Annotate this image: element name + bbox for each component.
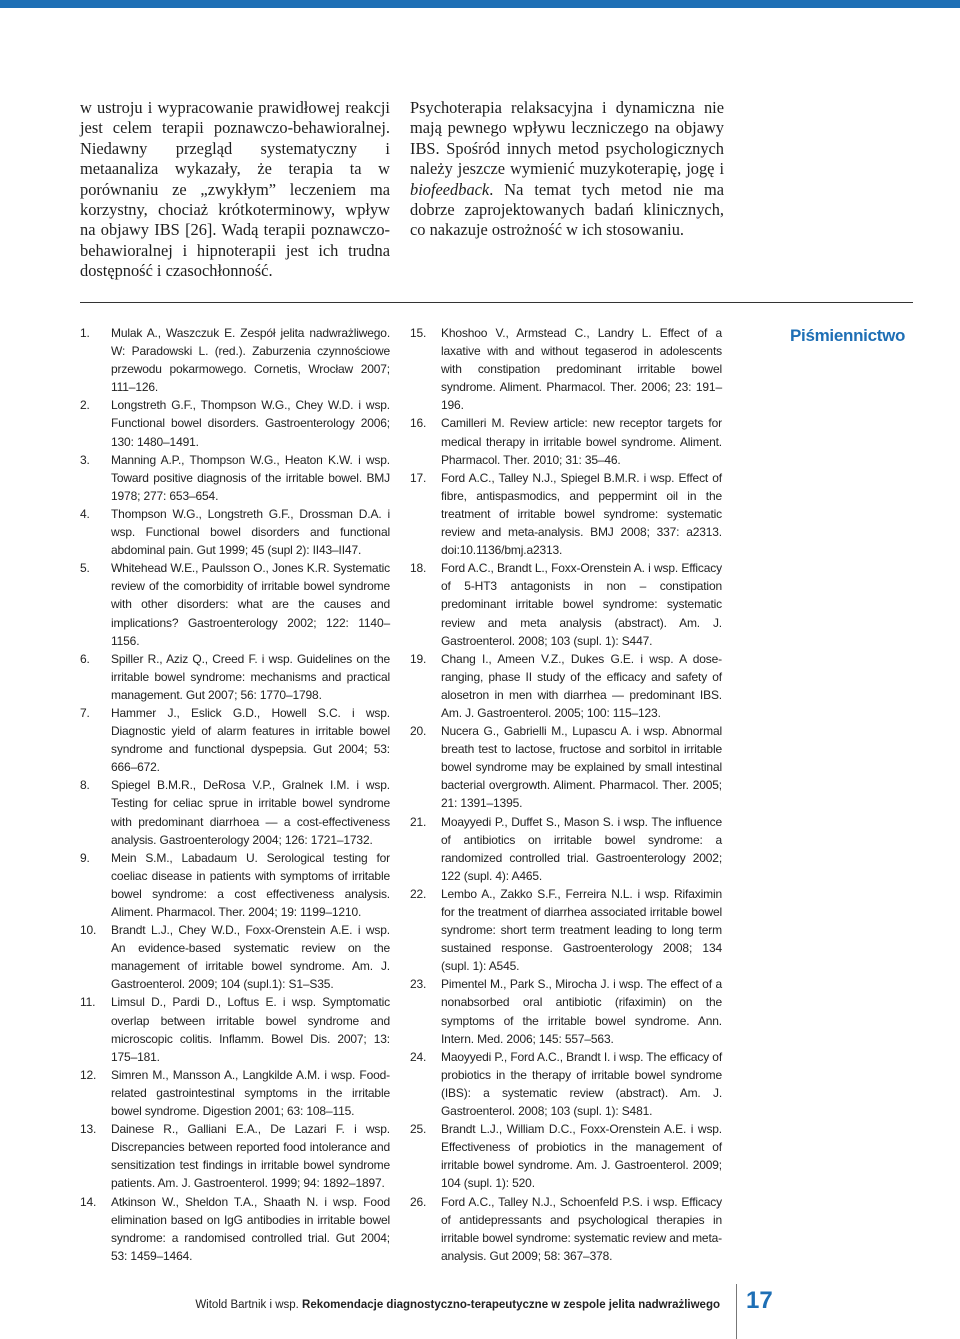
reference-text: Simren M., Mansson A., Langkilde A.M. i wsp. Food-related gastrointestinal symptoms in the irritable bowel syndrome. Digestion 2001; 63: 108–115. bbox=[111, 1067, 390, 1119]
reference-text: Ford A.C., Talley N.J., Spiegel B.M.R. i wsp. Effect of fibre, antispasmodics, and peppermint oil in the treatment of irritable bowel syndrome: systematic review and meta-analysis. BMJ 2008; 337: a2313. doi:10.1136/bmj.a2313. bbox=[441, 470, 722, 558]
reference-item bbox=[80, 1066, 390, 1120]
reference-item bbox=[80, 451, 390, 505]
reference-text: Spiller R., Aziz Q., Creed F. i wsp. Guidelines on the irritable bowel syndrome: mechanisms and practical management. Gut 2007; 56: 1770–1798. bbox=[111, 651, 390, 702]
reference-number: 7. bbox=[80, 705, 90, 720]
reference-text: Ford A.C., Brandt L., Foxx-Orenstein A. i wsp. Efficacy of 5-HT3 antagonists in non – constipation predominant irritable bowel syndrome: systematic review and meta analysis (abstract). Am. J. Gastroenterol. 2008; 103 (supl. 1): S447. bbox=[441, 561, 722, 648]
reference-item bbox=[80, 993, 390, 1065]
reference-number: 21. bbox=[410, 814, 427, 829]
reference-item bbox=[80, 776, 390, 848]
reference-text: Nucera G., Gabrielli M., Lupascu A. i wsp. Abnormal breath test to lactose, fructose and sorbitol in irritable bowel syndrome may be explained by small intestinal bacterial overgrowth. Aliment. Pharmacol. Ther. 2005; 21: 1391–1395. bbox=[441, 724, 722, 811]
body-paragraph-right-part2: . Na temat tych metod nie ma dobrze zaprojektowanych badań klinicznych, co nakazuje ostrożność w ich stosowaniu. bbox=[410, 179, 724, 240]
reference-number: 18. bbox=[410, 561, 427, 576]
page-number: 17 bbox=[746, 1287, 773, 1314]
references-list-right bbox=[410, 324, 722, 1265]
body-paragraph-right-italic: biofeedback bbox=[410, 179, 490, 199]
reference-number: 8. bbox=[80, 778, 90, 793]
reference-text: Brandt L.J., Chey W.D., Foxx-Orenstein A.E. i wsp. An evidence-based systematic review on the management of irritable bowel syndrome. Am. J. Gastroenterol. 2009; 104 (supl.1): S1–S35. bbox=[111, 923, 390, 992]
reference-item bbox=[80, 324, 390, 396]
reference-text: Whitehead W.E., Paulsson O., Jones K.R. Systematic review of the comorbidity of irritable bowel syndrome with other disorders: what are the causes and implications? Gastroenterology 2002; 122: 1140–1156. bbox=[111, 561, 390, 648]
reference-text: Atkinson W., Sheldon T.A., Shaath N. i wsp. Food elimination based on IgG antibodies in irritable bowel syndrome: a randomised controlled trial. Gut 2004; 53: 1459–1464. bbox=[111, 1194, 390, 1263]
reference-number: 16. bbox=[410, 416, 427, 431]
reference-text: Ford A.C., Talley N.J., Schoenfeld P.S. i wsp. Efficacy of antidepressants and psychological therapies in irritable bowel syndrome: systematic review and meta-analysis. Gut 2009; 58: 367–378. bbox=[441, 1194, 722, 1263]
reference-text: Maoyyedi P., Ford A.C., Brandt I. i wsp. The efficacy of probiotics in the therapy of irritable bowel syndrome (IBS): a systematic review (abstract). Am. J. Gastroenterol. 2008; 103 (supl. 1): S481. bbox=[441, 1049, 722, 1119]
reference-item bbox=[410, 559, 722, 649]
reference-number: 24. bbox=[410, 1049, 427, 1064]
references-list-left bbox=[80, 324, 390, 1265]
reference-number: 6. bbox=[80, 651, 90, 666]
reference-text: Chang I., Ameen V.Z., Dukes G.E. i wsp. A dose-ranging, phase II study of the efficacy and safety of alosetron in men with diarrhea — predominant IBS. Am. J. Gastroenterol. 2005; 100: 115–123. bbox=[441, 651, 722, 720]
reference-number: 1. bbox=[80, 326, 90, 340]
reference-item bbox=[80, 559, 390, 649]
reference-number: 25. bbox=[410, 1122, 427, 1137]
reference-item bbox=[80, 650, 390, 704]
reference-item bbox=[410, 813, 722, 885]
reference-item bbox=[80, 1120, 390, 1192]
reference-number: 2. bbox=[80, 398, 90, 413]
body-paragraph-right-part1: Psychoterapia relaksacyjna i dynamiczna nie mają pewnego wpływu leczniczego na objawy IBS. Spośród innych metod psychologicznych należy jeszcze wymienić muzykoterapię, jogę i bbox=[410, 98, 724, 179]
reference-text: Lembo A., Zakko S.F., Ferreira N.L. i wsp. Rifaximin for the treatment of diarrhea associated irritable bowel syndrome: short term treatment leading to long term sustained response. Gastroenterology 2008; 134 (supl. 1): A545. bbox=[441, 886, 722, 974]
top-accent-bar bbox=[0, 0, 960, 8]
reference-number: 12. bbox=[80, 1067, 97, 1082]
reference-text: Spiegel B.M.R., DeRosa V.P., Gralnek I.M. i wsp. Testing for celiac sprue in irritable bowel syndrome with predominant diarrhoea — a cost-effectiveness analysis. Gastroenterology 2004; 126: 1721–1732. bbox=[111, 778, 390, 847]
reference-text: Hammer J., Eslick G.D., Howell S.C. i wsp. Diagnostic yield of alarm features in irritable bowel syndrome and functional dyspepsia. Gut 2004; 53: 666–672. bbox=[111, 705, 390, 775]
reference-number: 17. bbox=[410, 470, 427, 485]
reference-item bbox=[80, 704, 390, 776]
reference-item bbox=[410, 1193, 722, 1265]
reference-number: 15. bbox=[410, 326, 427, 340]
reference-item bbox=[80, 505, 390, 559]
reference-number: 22. bbox=[410, 886, 427, 901]
reference-item bbox=[410, 975, 722, 1047]
reference-text: Camilleri M. Review article: new receptor targets for medical therapy in irritable bowel syndrome. Aliment. Pharmacol. Ther. 2010; 31: 35–46. bbox=[441, 416, 722, 467]
reference-number: 4. bbox=[80, 506, 90, 521]
reference-number: 23. bbox=[410, 977, 427, 992]
reference-item bbox=[410, 469, 722, 559]
reference-item bbox=[410, 414, 722, 468]
reference-text: Dainese R., Galliani E.A., De Lazari F. i wsp. Discrepancies between reported food intolerance and sensitization test findings in irritable bowel syndrome patients. Am. J. Gastroenterol. 1999; 94: 1892–1897. bbox=[111, 1122, 390, 1191]
reference-item bbox=[80, 921, 390, 993]
reference-item bbox=[410, 324, 722, 414]
reference-item bbox=[410, 885, 722, 975]
reference-number: 26. bbox=[410, 1194, 427, 1209]
reference-number: 14. bbox=[80, 1194, 97, 1209]
reference-item bbox=[410, 722, 722, 812]
reference-number: 5. bbox=[80, 561, 90, 576]
footer-authors: Witold Bartnik i wsp. bbox=[195, 1299, 303, 1311]
reference-text: Manning A.P., Thompson W.G., Heaton K.W. i wsp. Toward positive diagnosis of the irritable bowel. BMJ 1978; 277: 653–654. bbox=[111, 452, 390, 503]
reference-text: Brandt L.J., William D.C., Foxx-Orenstein A.E. i wsp. Effectiveness of probiotics in the management of irritable bowel syndrome. Am. J. Gastroenterol. 2009; 104 (supl. 1): 520. bbox=[441, 1122, 722, 1191]
reference-text: Khoshoo V., Armstead C., Landry L. Effect of a laxative with and without tegaserod in adolescents with constipation predominant irritable bowel syndrome. Aliment. Pharmacol. Ther. 2006; 23: 191–196. bbox=[441, 326, 722, 413]
reference-number: 11. bbox=[80, 995, 96, 1010]
body-text-left-column bbox=[80, 98, 390, 282]
reference-item bbox=[410, 1120, 722, 1192]
reference-text: Mein S.M., Labadaum U. Serological testing for coeliac disease in patients with symptoms of irritable bowel syndrome: a cost effectiveness analysis. Aliment. Pharmacol. Ther. 2004; 19: 1199–1210. bbox=[111, 850, 390, 919]
reference-number: 3. bbox=[80, 452, 90, 467]
reference-text: Pimentel M., Park S., Mirocha J. i wsp. The effect of a nonabsorbed oral antibiotic (rifaximin) on the symptoms of the irritable bowel syndrome. Ann. Intern. Med. 2006; 145: 557–563. bbox=[441, 977, 722, 1046]
reference-item bbox=[80, 849, 390, 921]
reference-item bbox=[410, 650, 722, 722]
reference-item bbox=[80, 396, 390, 450]
body-text-right-column bbox=[410, 98, 724, 241]
section-divider bbox=[80, 302, 913, 303]
reference-number: 19. bbox=[410, 651, 427, 666]
reference-number: 20. bbox=[410, 724, 427, 739]
reference-item bbox=[410, 1048, 722, 1120]
footer-title: Rekomendacje diagnostyczno-terapeutyczne w zespole jelita nadwrażliwego bbox=[302, 1299, 720, 1311]
reference-text: Mulak A., Waszczuk E. Zespół jelita nadwrażliwego. W: Paradowski L. (red.). Zaburzenia czynnościowe przewodu pokarmowego. Cornetis, Wrocław 2007; 111–126. bbox=[111, 326, 390, 395]
reference-text: Thompson W.G., Longstreth G.F., Drossman D.A. i wsp. Functional bowel disorders and functional abdominal pain. Gut 1999; 45 (supl 2): II43–II47. bbox=[111, 506, 390, 558]
page-footer bbox=[0, 1299, 720, 1311]
reference-number: 13. bbox=[80, 1122, 97, 1137]
footer-separator bbox=[736, 1284, 737, 1339]
reference-text: Moayyedi P., Duffet S., Mason S. i wsp. The influence of antibiotics on irritable bowel syndrome: a randomized controlled trial. Gastroenterology 2002; 122 (supl. 4): A465. bbox=[441, 814, 722, 883]
reference-item bbox=[80, 1193, 390, 1265]
reference-number: 9. bbox=[80, 850, 90, 865]
reference-text: Longstreth G.F., Thompson W.G., Chey W.D. i wsp. Functional bowel disorders. Gastroenterology 2006; 130: 1480–1491. bbox=[111, 398, 390, 449]
reference-number: 10. bbox=[80, 923, 97, 938]
section-title: Piśmiennictwo bbox=[790, 326, 906, 345]
body-paragraph-left: w ustroju i wypracowanie prawidłowej reakcji jest celem terapii poznawczo-behawioralnej. Niedawny przegląd systematyczny i metaanaliza wykazały, że terapia ta w porównaniu ze „zwykłym” leczeniem ma korzystny, chociaż krótkoterminowy, wpływ na objawy IBS [26]. Wadą terapii poznawczo-behawioralnej i hipnoterapii jest ich trudna dostępność i czasochłonność. bbox=[80, 98, 390, 281]
reference-text: Limsul D., Pardi D., Loftus E. i wsp. Symptomatic overlap between irritable bowel syndrome and microscopic colitis. Inflamm. Bowel Dis. 2007; 13: 175–181. bbox=[111, 995, 390, 1064]
